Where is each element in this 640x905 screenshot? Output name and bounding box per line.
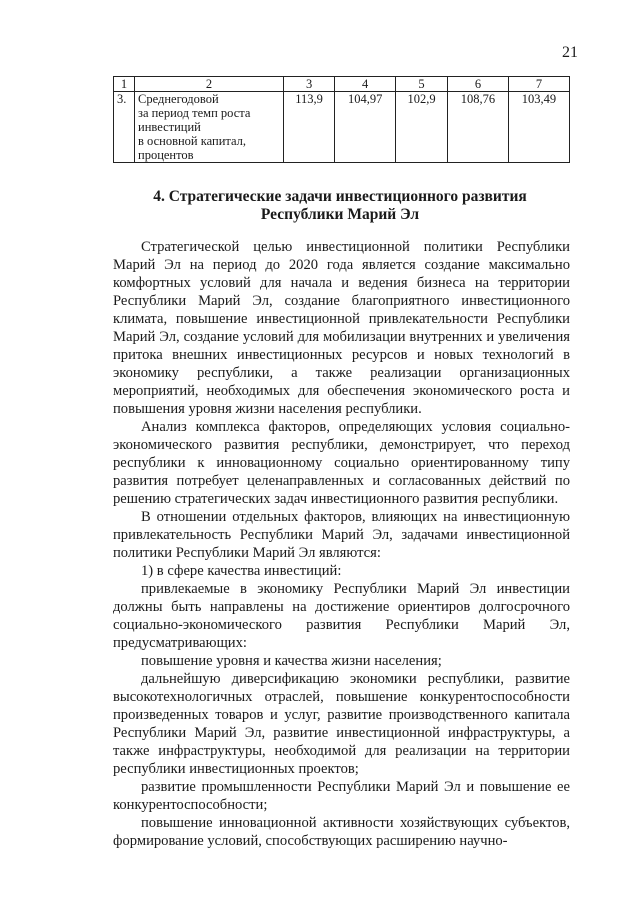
indicator-table [113, 76, 570, 163]
paragraph: повышение инновационной активности хозяйствующих субъектов, формирование условий, способствующих расширению научно- [113, 815, 570, 849]
page-number: 21 [562, 44, 578, 61]
row-number: 3. [114, 92, 135, 163]
table-header-cell: 5 [396, 77, 448, 92]
paragraph: развитие промышленности Республики Марий Эл и повышение ее конкурентоспособности; [113, 779, 570, 813]
indicator-name-line: Среднегодовой [138, 92, 219, 106]
indicator-name-line: за период темп роста [138, 106, 251, 120]
table-header-cell: 4 [335, 77, 396, 92]
indicator-name-line: инвестиций [138, 120, 201, 134]
value-cell: 104,97 [335, 92, 396, 163]
section-heading-line: Республики Марий Эл [260, 206, 420, 223]
body-text [113, 238, 570, 850]
value-cell: 113,9 [284, 92, 335, 163]
table-row [114, 92, 570, 163]
indicator-name-line: в основной капитал, [138, 134, 247, 148]
paragraph: повышение уровня и качества жизни населения; [141, 653, 442, 669]
indicator-name [135, 92, 284, 163]
paragraph: Анализ комплекса факторов, определяющих условия социально-экономического развития республики, демонстрирует, что переход республики к инновационному социально ориентированному типу развития потребует целенаправленных и согласованных действий по решению стратегических задач инвестиционного развития республики. [113, 419, 570, 507]
section-heading-line: 4. Стратегические задачи инвестиционного развития [153, 188, 527, 205]
paragraph: В отношении отдельных факторов, влияющих на инвестиционную привлекательность Республики Марий Эл, задачами инвестиционной политики Республики Марий Эл являются: [113, 509, 570, 561]
table-header-cell: 7 [508, 77, 569, 92]
paragraph: 1) в сфере качества инвестиций: [141, 563, 342, 579]
table-header-cell: 3 [284, 77, 335, 92]
table-header-cell: 2 [135, 77, 284, 92]
table-header-cell: 6 [447, 77, 508, 92]
table-header-cell: 1 [114, 77, 135, 92]
value-cell: 108,76 [447, 92, 508, 163]
indicator-name-line: процентов [138, 148, 194, 162]
paragraph: Стратегической целью инвестиционной политики Республики Марий Эл на период до 2020 года является создание максимально комфортных условий для начала и ведения бизнеса на территории Республики Марий Эл, создание благоприятного инвестиционного климата, повышение инвестиционной привлекательности Республики Марий Эл, создание условий для мобилизации внутренних и увеличения притока внешних инвестиционных ресурсов и новых технологий в экономику республики, а также реализации организационных мероприятий, необходимых для обеспечения экономического роста и повышения уровня жизни населения республики. [113, 239, 570, 417]
value-cell: 102,9 [396, 92, 448, 163]
table-header-row [114, 77, 570, 92]
paragraph: привлекаемые в экономику Республики Марий Эл инвестиции должны быть направлены на достижение ориентиров долгосрочного социально-экономического развития Республики Марий Эл, предусматривающих: [113, 581, 570, 651]
section-heading [100, 188, 580, 224]
paragraph: дальнейшую диверсификацию экономики республики, развитие высокотехнологичных отраслей, повышение конкурентоспособности произведенных товаров и услуг, развитие производственного капитала Республики Марий Эл, развитие инвестиционной инфраструктуры, а также инфраструктуры, необходимой для реализации на территории республики инвестиционных проектов; [113, 671, 570, 777]
value-cell: 103,49 [508, 92, 569, 163]
